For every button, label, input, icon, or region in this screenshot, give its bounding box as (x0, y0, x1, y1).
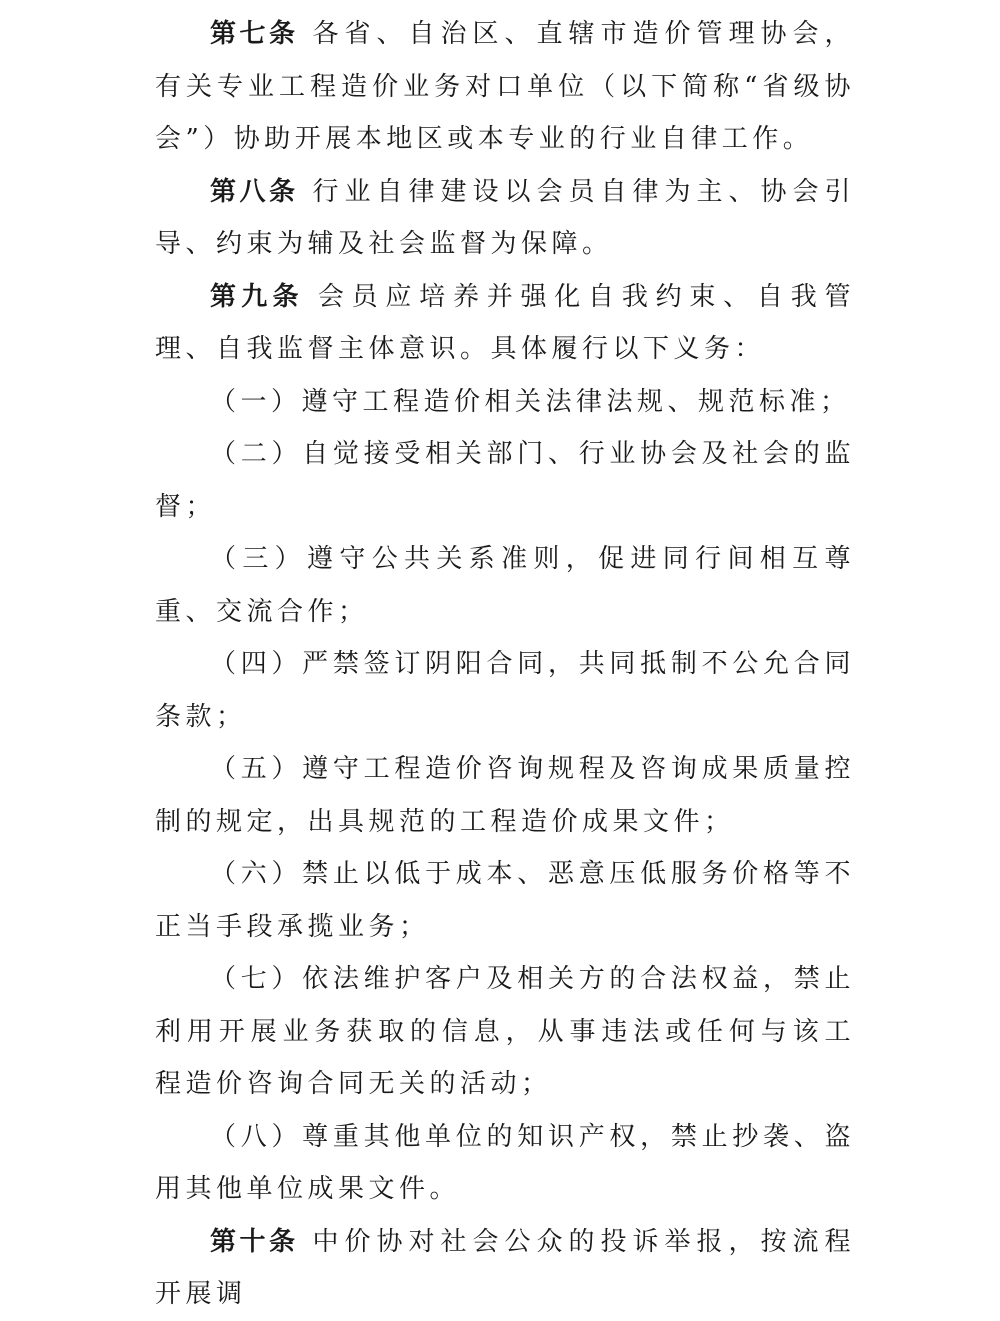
article-7 (155, 8, 855, 166)
obligation-item-4: （四）严禁签订阴阳合同，共同抵制不公允合同条款； (155, 649, 855, 732)
obligation-item-6: （六）禁止以低于成本、恶意压低服务价格等不正当手段承揽业务； (155, 859, 855, 942)
document-page (155, 8, 855, 1321)
obligation-item-5: （五）遵守工程造价咨询规程及咨询成果质量控制的规定，出具规范的工程造价成果文件； (155, 754, 855, 837)
article-9-text: 会员应培养并强化自我约束、自我管理、自我监督主体意识。具体履行以下义务： (155, 281, 855, 364)
article-8-title: 第八条 (210, 176, 299, 207)
article-9-title: 第九条 (210, 281, 304, 312)
article-8-text: 行业自律建设以会员自律为主、协会引导、约束为辅及社会监督为保障。 (155, 176, 855, 259)
article-10 (155, 1216, 855, 1321)
obligation-item-8: （八）尊重其他单位的知识产权，禁止抄袭、盗用其他单位成果文件。 (155, 1121, 855, 1204)
article-7-title: 第七条 (210, 19, 299, 49)
article-9 (155, 271, 855, 376)
obligation-item-3: （三）遵守公共关系准则，促进同行间相互尊重、交流合作； (155, 544, 855, 627)
article-8 (155, 166, 855, 271)
obligation-item-1: （一）遵守工程造价相关法律法规、规范标准； (210, 386, 851, 417)
obligation-item-7: （七）依法维护客户及相关方的合法权益，禁止利用开展业务获取的信息，从事违法或任何与该工程造价咨询合同无关的活动； (155, 964, 855, 1099)
article-10-text: 中价协对社会公众的投诉举报，按流程开展调 (155, 1226, 855, 1309)
obligation-item-2: （二）自觉接受相关部门、行业协会及社会的监督； (155, 439, 855, 522)
article-10-title: 第十条 (210, 1226, 299, 1257)
article-7-text: 各省、自治区、直辖市造价管理协会，有关专业工程造价业务对口单位（以下简称“省级协会”）协助开展本地区或本专业的行业自律工作。 (155, 19, 855, 154)
